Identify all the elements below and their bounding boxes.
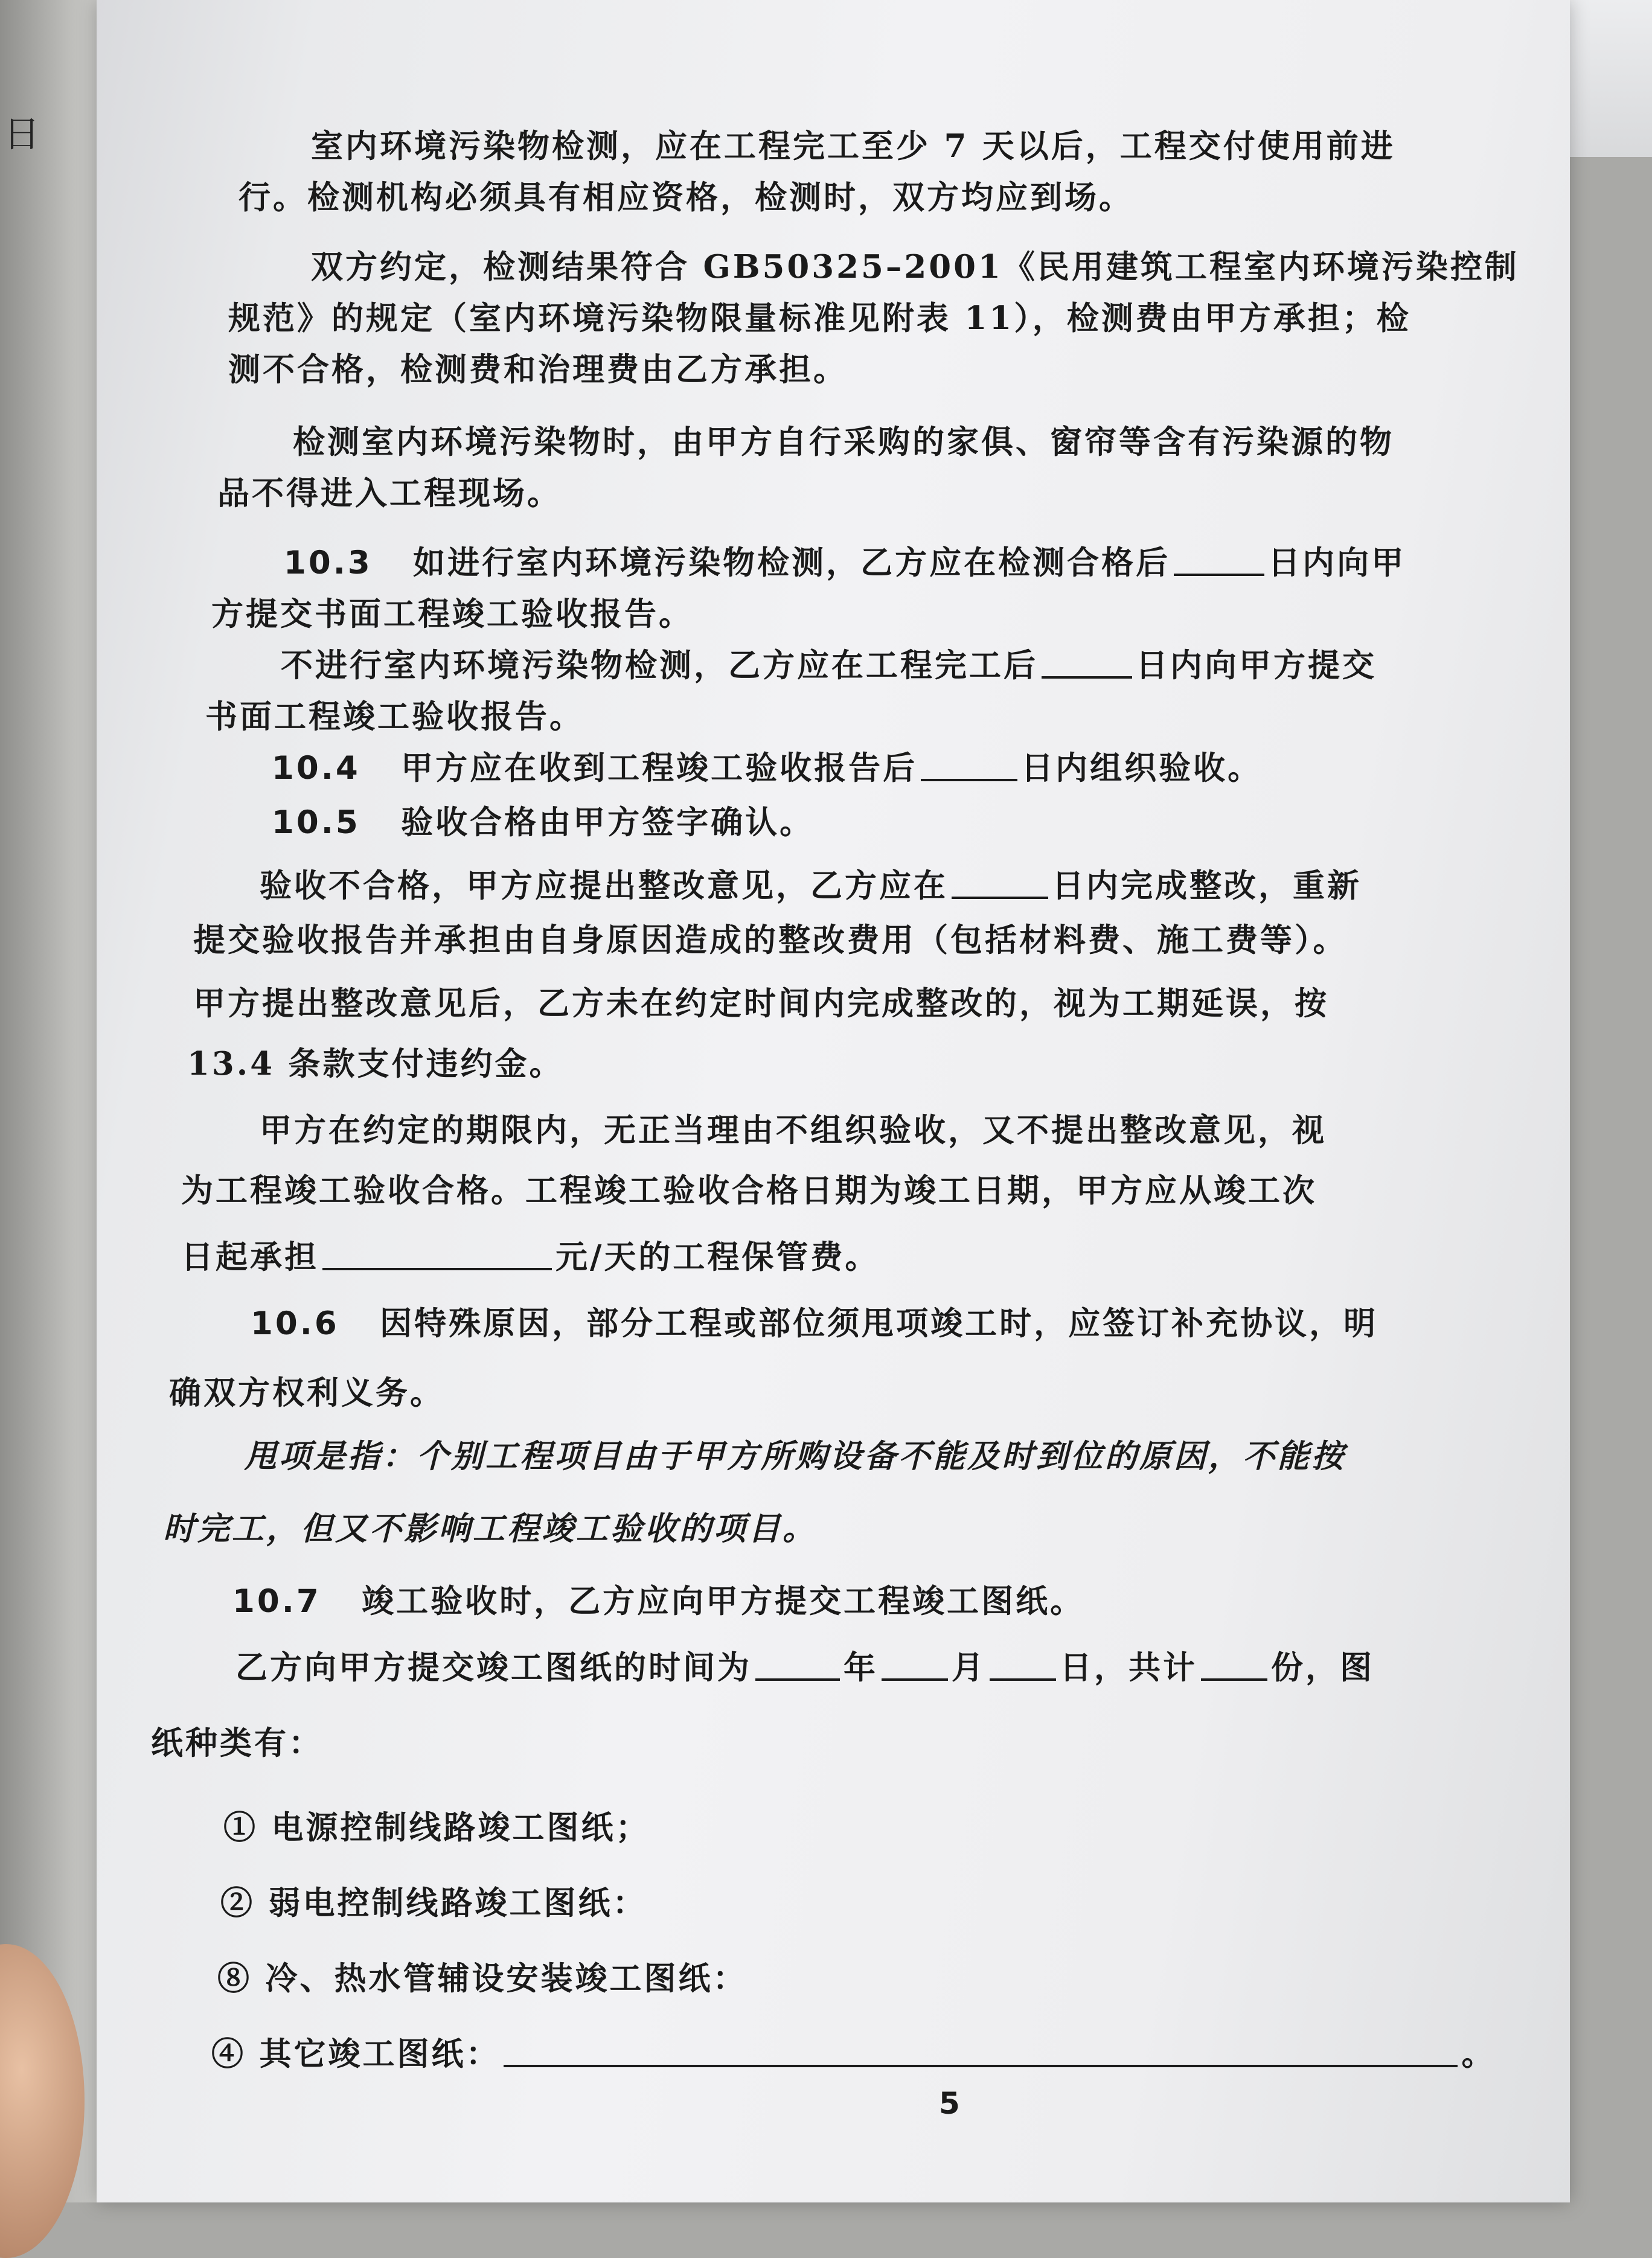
clause-text: 甲方应在收到工程竣工验收报告后 xyxy=(401,749,918,787)
drawing-item-label: ④ 其它竣工图纸： xyxy=(211,2035,501,2073)
end-mark: 。 xyxy=(1461,2035,1496,2073)
paragraph-line: 双方约定，检测结果符合 GB50325–2001《民用建筑工程室内环境污染控制 xyxy=(311,248,1519,286)
clause-10-5-p2: 提交验收报告并承担由自身原因造成的整改费用（包括材料费、施工费等）。 xyxy=(193,921,1348,959)
clause-number: 10.7 xyxy=(232,1583,321,1620)
clause-number: 10.5 xyxy=(272,804,360,841)
year-blank xyxy=(755,1654,840,1681)
clause-number: 10.3 xyxy=(284,545,373,581)
spine-character: 日 xyxy=(4,114,40,156)
document-page xyxy=(97,0,1570,2202)
clause-10-5-p4: 13.4 条款支付违约金。 xyxy=(187,1045,564,1083)
paragraph-line: 规范》的规定（室内环境污染物限量标准见附表 11），检测费由甲方承担；检 xyxy=(228,299,1411,337)
paragraph-line: 行。检测机构必须具有相应资格，检测时，双方均应到场。 xyxy=(239,179,1133,216)
clause-text: 不进行室内环境污染物检测，乙方应在工程完工后 xyxy=(281,647,1038,684)
clause-10-5-p1 xyxy=(260,860,1362,906)
month-blank xyxy=(882,1654,948,1681)
paragraph-line: 室内环境污染物检测，应在工程完工至少 7 天以后，工程交付使用前进 xyxy=(311,127,1395,165)
copies-blank xyxy=(1201,1654,1267,1681)
blank-field xyxy=(504,2041,1458,2067)
drawing-item-other xyxy=(211,2029,1496,2074)
year-label: 年 xyxy=(844,1649,878,1686)
paragraph-line: 检测室内环境污染物时，由甲方自行采购的家俱、窗帘等含有污染源的物 xyxy=(293,423,1394,461)
clause-10-7-types: 纸种类有： xyxy=(151,1724,323,1762)
paragraph-line: 品不得进入工程现场。 xyxy=(217,475,562,512)
clause-text: 日内组织验收。 xyxy=(1021,749,1263,787)
clause-text: 竣工验收时，乙方应向甲方提交工程竣工图纸。 xyxy=(362,1582,1085,1620)
clause-text: 验收合格由甲方签字确认。 xyxy=(401,804,815,841)
clause-10-5-p5: 甲方在约定的期限内，无正当理由不组织验收，又不提出整改意见，视 xyxy=(260,1111,1327,1149)
drawing-item: ② 弱电控制线路竣工图纸： xyxy=(220,1884,647,1922)
drawing-item: ① 电源控制线路竣工图纸； xyxy=(223,1809,650,1846)
blank-field xyxy=(1042,652,1132,679)
clause-10-6-line2: 确双方权利义务。 xyxy=(169,1374,444,1412)
paragraph-line: 测不合格，检测费和治理费由乙方承担。 xyxy=(228,351,848,388)
drawing-item: ⑧ 冷、热水管辅设安装竣工图纸： xyxy=(217,1960,748,1997)
clause-10-7-date-line xyxy=(235,1642,1374,1688)
clause-10-3-line4: 书面工程竣工验收报告。 xyxy=(205,698,584,735)
clause-10-6-line1 xyxy=(251,1298,1378,1344)
clause-10-5-p3: 甲方提出整改意见后，乙方未在约定时间内完成整改的，视为工期延误，按 xyxy=(193,985,1329,1022)
clause-10-6-note2: 时完工，但又不影响工程竣工验收的项目。 xyxy=(163,1510,817,1547)
copies-label: 份，图 xyxy=(1271,1649,1374,1686)
clause-text: 乙方向甲方提交竣工图纸的时间为 xyxy=(235,1649,752,1686)
clause-number: 10.4 xyxy=(272,750,360,787)
clause-10-3-line1 xyxy=(284,537,1406,583)
clause-text: 验收不合格，甲方应提出整改意见，乙方应在 xyxy=(260,867,948,904)
day-blank xyxy=(990,1654,1056,1681)
clause-text: 日内完成整改，重新 xyxy=(1052,867,1362,904)
blank-field xyxy=(921,755,1017,781)
clause-10-5-p6: 为工程竣工验收合格。工程竣工验收合格日期为竣工日期，甲方应从竣工次 xyxy=(181,1172,1317,1209)
blank-field xyxy=(952,872,1048,899)
month-label: 月 xyxy=(952,1649,986,1686)
clause-text: 如进行室内环境污染物检测，乙方应在检测合格后 xyxy=(413,544,1171,581)
clause-10-6-note1: 甩项是指：个别工程项目由于甲方所购设备不能及时到位的原因，不能按 xyxy=(245,1438,1346,1475)
clause-text: 日内向甲 xyxy=(1268,544,1406,581)
clause-text: 日内向甲方提交 xyxy=(1136,647,1377,684)
blank-field xyxy=(1174,549,1264,576)
clause-number: 10.6 xyxy=(251,1305,339,1342)
clause-text: 日起承担 xyxy=(181,1238,319,1276)
clause-10-5-p7 xyxy=(181,1232,879,1278)
clause-text: 元/天的工程保管费。 xyxy=(555,1238,880,1276)
clause-10-3-line2: 方提交书面工程竣工验收报告。 xyxy=(211,595,693,633)
day-label: 日，共计 xyxy=(1060,1649,1197,1686)
clause-10-5 xyxy=(272,797,814,843)
clause-text: 因特殊原因，部分工程或部位须甩项竣工时，应签订补充协议，明 xyxy=(380,1305,1378,1342)
clause-10-7 xyxy=(232,1576,1084,1622)
clause-10-3-line3 xyxy=(281,640,1377,686)
blank-field xyxy=(322,1244,552,1270)
page-number: 5 xyxy=(939,2086,960,2121)
clause-10-4 xyxy=(272,743,1262,788)
